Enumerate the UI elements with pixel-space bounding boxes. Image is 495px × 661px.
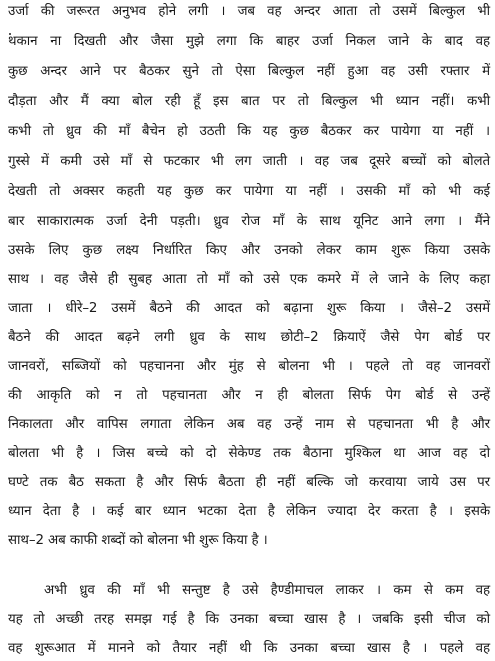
text-line: वह शुरूआत में मानने को तैयार नहीं थी कि उनका बच्चा खास है । पहले वह [8,641,490,656]
text-line: निकालता और वापिस लगाता लेकिन अब वह उन्हें नाम से पहचानता भी है और [8,417,490,432]
text-line: यह तो अच्छी तरह समझ गई है कि उनका बच्चा खास है । जबकि इसी चीज को [8,612,490,627]
text-line: देखती तो अक्सर कहती यह कुछ कर पायेगा या नहीं । उसकी माँ को भी कई [8,184,490,199]
text-line: कभी तो ध्रुव की माँ बैचेन हो उठती कि यह कुछ बैठकर कर पायेगा या नहीं । [8,124,490,139]
text-line: बार साकारात्मक उर्जा देनी पड़ती। ध्रुव रोज माँ के साथ यूनिट आने लगा । मैंने [8,214,490,229]
text-line: घण्टे तक बैठ सकता है और सिर्फ बैठता ही नहीं बल्कि जो करवाया जाये उस पर [8,475,490,490]
text-line: जानवरों, सब्जियों को पहचानना और मुंह से बोलना भी । पहले तो वह जानवरों [8,359,490,374]
text-line: अभी ध्रुव की माँ भी सन्तुष्ट है उसे हैण्डीमाचल लाकर । कम से कम वह [44,583,490,598]
text-line: साथ । वह जैसे ही सुबह आता तो माँ को उसे एक कमरे में ले जाने के लिए कहा [8,272,490,287]
text-line: उसके लिए कुछ लक्ष्य निर्धारित किए और उनको लेकर काम शुरू किया उसके [8,243,490,258]
text-line: साथ–2 अब काफी शब्दों को बोलना भी शुरू किया है । [8,533,268,548]
text-line: जाता । धीरे–2 उसमें बैठने की आदत को बढ़ाना शुरू किया । जैसे–2 उसमें [8,301,490,316]
text-line: की आकृति को न तो पहचानता और न ही बोलता सिर्फ पेग बोर्ड से उन्हें [8,388,490,403]
text-line: उर्जा की जरूरत अनुभव होने लगी । जब वह अन्दर आता तो उसमें बिल्कुल भी [8,4,490,19]
text-line: गुस्से में कमी उसे माँ से फटकार भी लग जाती । वह जब दूसरे बच्चों को बोलते [8,154,490,169]
text-line: बैठने की आदत बढ़ने लगी ध्रुव के साथ छोटी–2 क्रियाऐं जैसे पेग बोर्ड पर [8,330,490,345]
text-line: कुछ अन्दर आने पर बैठकर सुने तो ऐसा बिल्कुल नहीं हुआ वह उसी रफ्तार में [8,64,490,79]
text-line: थकान ना दिखती और जैसा मुझे लगा कि बाहर उर्जा निकल जाने के बाद वह [8,34,490,49]
text-line: ध्यान देता है । कई बार ध्यान भटका देता है लेकिन ज्यादा देर करता है । इसके [8,504,490,519]
text-line: दौड़ता और मैं क्या बोल रही हूँ इस बात पर तो बिल्कुल भी ध्यान नहीं। कभी [8,94,490,109]
text-line: बोलता भी है । जिस बच्चे को दो सेकेण्ड तक बैठाना मुश्किल था आज वह दो [8,446,490,461]
